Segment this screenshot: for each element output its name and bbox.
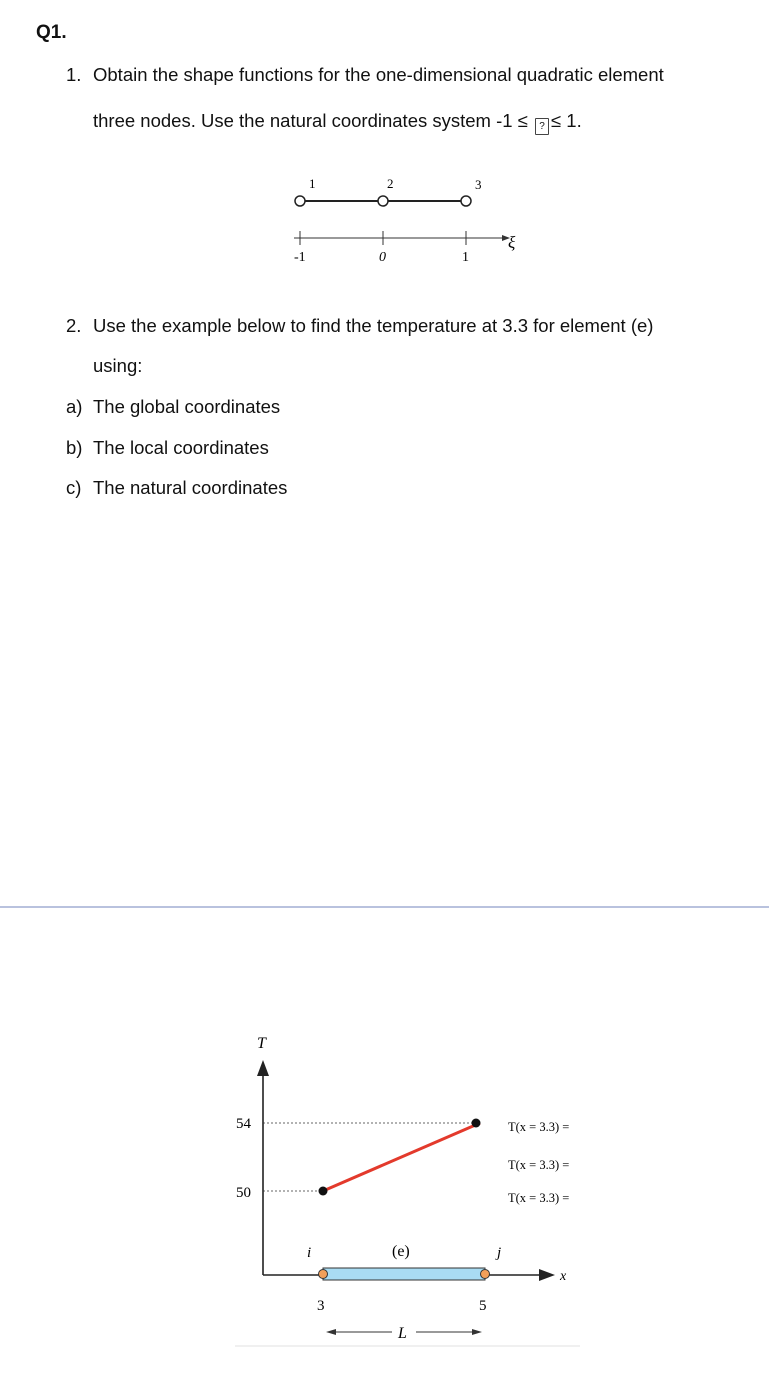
option-a-marker: a) bbox=[66, 396, 83, 417]
node-j-marker bbox=[481, 1270, 490, 1279]
node-1 bbox=[295, 196, 305, 206]
x-axis-arrow bbox=[539, 1269, 555, 1281]
length-arrowhead-left bbox=[326, 1329, 336, 1335]
tick-label-minus-one: -1 bbox=[294, 250, 306, 265]
option-b-marker: b) bbox=[66, 437, 83, 458]
q2-number: 2. bbox=[66, 315, 82, 336]
temperature-line bbox=[323, 1123, 480, 1191]
element-label: (e) bbox=[392, 1243, 410, 1260]
node-label-3: 3 bbox=[475, 177, 482, 192]
q1-line-2-text: three nodes. Use the natural coordinates system -1 bbox=[93, 110, 518, 131]
q1-line-2 bbox=[93, 110, 582, 135]
element-e-bar bbox=[323, 1268, 485, 1280]
section-divider bbox=[0, 906, 769, 908]
node-label-i: i bbox=[307, 1245, 312, 1261]
answer-prompt-3: T(x = 3.3) = bbox=[508, 1191, 570, 1205]
option-c-text: The natural coordinates bbox=[93, 477, 288, 498]
q1-line-1: Obtain the shape functions for the one-dimensional quadratic element bbox=[93, 64, 664, 85]
q1-period: . bbox=[576, 110, 582, 131]
data-point-node-i bbox=[319, 1187, 328, 1196]
node-2 bbox=[378, 196, 388, 206]
option-b-text: The local coordinates bbox=[93, 437, 269, 458]
q1-number: 1. bbox=[66, 64, 82, 85]
node-label-1: 1 bbox=[309, 176, 316, 191]
xi-axis-label: ξ bbox=[508, 233, 516, 252]
answer-prompt-1: T(x = 3.3) = bbox=[508, 1120, 570, 1134]
y-tick-50: 50 bbox=[236, 1185, 251, 1201]
leq-symbol: ≤ bbox=[517, 110, 528, 131]
length-label: L bbox=[398, 1325, 407, 1342]
tick-label-zero: 0 bbox=[379, 250, 386, 265]
node-i-marker bbox=[319, 1270, 328, 1279]
leq-one: ≤ 1 bbox=[551, 110, 577, 131]
length-arrowhead-right bbox=[472, 1329, 482, 1335]
y-axis-arrow bbox=[257, 1060, 269, 1076]
y-tick-54: 54 bbox=[236, 1116, 251, 1132]
unknown-symbol-icon: ? bbox=[535, 118, 549, 135]
option-c-marker: c) bbox=[66, 477, 82, 498]
y-axis-label: T bbox=[257, 1035, 266, 1052]
node-label-j: j bbox=[497, 1245, 502, 1261]
answer-prompt-2: T(x = 3.3) = bbox=[508, 1158, 570, 1172]
node-3 bbox=[461, 196, 471, 206]
question-title: Q1. bbox=[36, 22, 67, 43]
tick-label-one: 1 bbox=[462, 250, 469, 265]
data-point-node-j bbox=[472, 1119, 481, 1128]
option-a-text: The global coordinates bbox=[93, 396, 281, 417]
quadratic-element-figure bbox=[280, 168, 540, 268]
q2-line-2: using: bbox=[93, 355, 143, 376]
x-axis-label: x bbox=[560, 1269, 567, 1284]
temperature-chart bbox=[0, 1000, 769, 1375]
q2-line-1: Use the example below to find the temperature at 3.3 for element (e) bbox=[93, 315, 654, 336]
x-tick-5: 5 bbox=[479, 1298, 487, 1314]
node-label-2: 2 bbox=[387, 176, 394, 191]
x-tick-3: 3 bbox=[317, 1298, 325, 1314]
